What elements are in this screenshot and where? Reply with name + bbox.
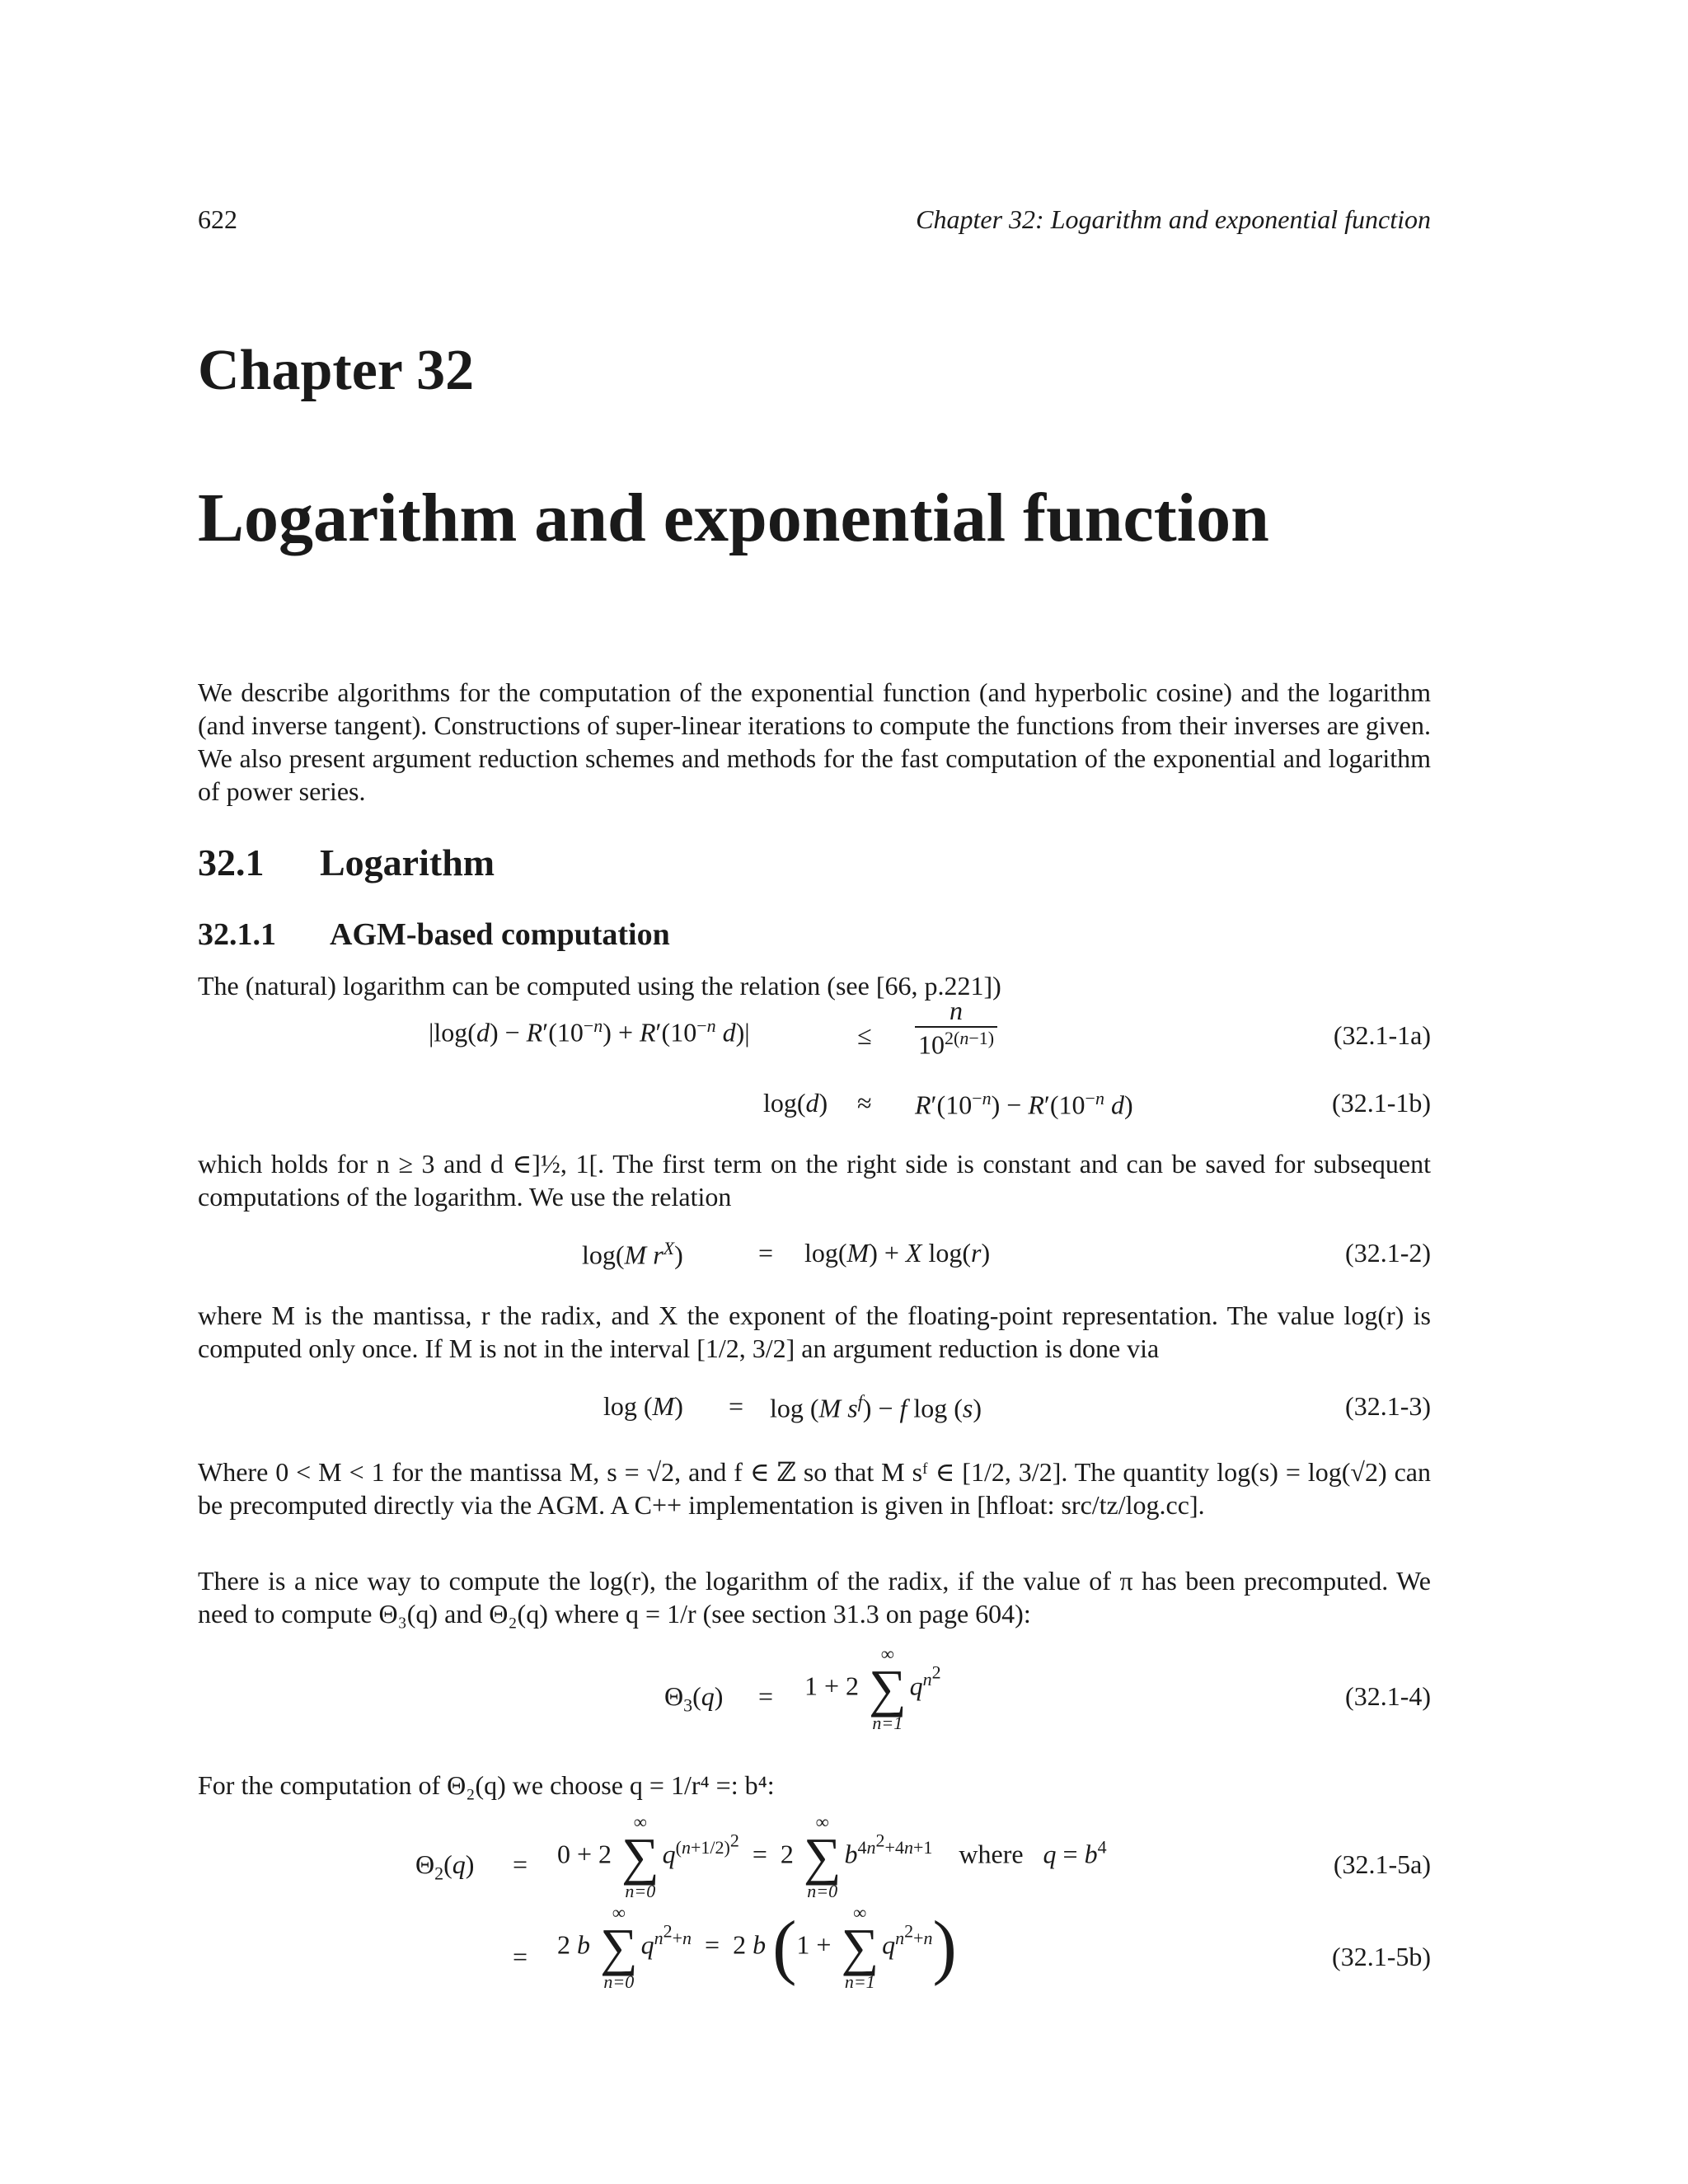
section-number: 32.1 bbox=[198, 841, 265, 883]
equation-5b-relation: = bbox=[513, 1942, 528, 1971]
equation-1b-rhs: $R'(10^{-n}) - R'(10^{-n}$ d) bbox=[915, 1088, 1133, 1120]
equation-1a-lhs: $|\log(d) - R'(10^{-n}) + R'(10^{-n}$ d)| bbox=[429, 1015, 750, 1047]
section-title: Logarithm bbox=[320, 841, 495, 883]
equation-5a-relation: = bbox=[513, 1849, 528, 1879]
equation-number-4: (32.1-4) bbox=[1345, 1681, 1431, 1711]
paragraph-1-text: The (natural) logarithm can be computed using the relation (see [66, p.221]) bbox=[198, 971, 1001, 1001]
equation-4-relation: = bbox=[758, 1681, 774, 1711]
intro-paragraph bbox=[198, 676, 1431, 808]
equation-5a-rhs: 0 + 2 ∞ ∑ n=0 $q^{(n+1/2)^2} = 2$ ∞ ∑ n=0 $b^{4n^2+4n+1}$ where $q = b^4$ bbox=[557, 1811, 1107, 1901]
subsection-heading bbox=[198, 916, 670, 953]
equation-number-5a: (32.1-5a) bbox=[1333, 1849, 1431, 1879]
paragraph-5 bbox=[198, 1564, 1431, 1630]
equation-3-lhs: log (M) bbox=[603, 1391, 683, 1421]
equation-number-3: (32.1-3) bbox=[1345, 1391, 1431, 1421]
equation-number-1b: (32.1-1b) bbox=[1332, 1088, 1431, 1118]
equation-5b-rhs: 2 b ∞ ∑ n=0 $q^{n^2+n} = 2$ b (1 + ∞ ∑ n=1 $q^{n^2+n}$) bbox=[557, 1902, 957, 1992]
equation-5a-lhs: $\Theta_2(q)$ bbox=[415, 1849, 475, 1884]
paragraph-2 bbox=[198, 1147, 1431, 1213]
equation-4-rhs: 1 + 2 ∞ ∑ n=1 $q^{n^2}$ bbox=[804, 1643, 941, 1733]
equation-number-5b: (32.1-5b) bbox=[1332, 1942, 1431, 1971]
where-word: where bbox=[959, 1839, 1024, 1869]
paragraph-2-text: which holds for n ≥ 3 and d ∈]½, 1[. The first term on the right side is constant and can be saved for subsequent computations of the logarithm. We use the relation bbox=[198, 1149, 1431, 1212]
equation-1b-relation: ≈ bbox=[857, 1088, 872, 1118]
equation-2-relation: = bbox=[758, 1238, 774, 1268]
paragraph-3-text: where M is the mantissa, r the radix, and X the exponent of the floating-point representation. The value log(r) is computed only once. If M is not in the interval [1/2, 3/2] an argument reduction is done via bbox=[198, 1301, 1431, 1363]
chapter-title: Logarithm and exponential function bbox=[198, 480, 1269, 556]
equation-3-relation: = bbox=[729, 1391, 744, 1421]
paragraph-4 bbox=[198, 1455, 1431, 1521]
section-heading bbox=[198, 841, 495, 884]
page-number: 622 bbox=[198, 204, 237, 234]
intro-text: We describe algorithms for the computation of the exponential function (and hyperbolic cosine) and the logarithm (and inverse tangent). Constructions of super-linear iterations to compute the functions from their inverses are given. We also present argument reduction schemes and methods for the fast computation of the exponential and logarithm of power series. bbox=[198, 677, 1431, 806]
chapter-label: Chapter 32 bbox=[198, 339, 475, 402]
equation-1a-relation: ≤ bbox=[857, 1020, 872, 1050]
paragraph-6-text: For the computation of Θ₂(q) we choose q = 1/r⁴ =: b⁴: bbox=[198, 1770, 775, 1800]
equation-number-2: (32.1-2) bbox=[1345, 1238, 1431, 1268]
paragraph-1 bbox=[198, 969, 1431, 1002]
equation-3-rhs: log (M $s^f) - f$ log (s) bbox=[770, 1391, 982, 1423]
equation-2-rhs: log(M) + X log(r) bbox=[804, 1238, 991, 1268]
subsection-number: 32.1.1 bbox=[198, 917, 276, 952]
paragraph-3 bbox=[198, 1299, 1431, 1365]
equation-1b-lhs: log(d) bbox=[763, 1088, 828, 1118]
equation-number-1a: (32.1-1a) bbox=[1333, 1020, 1431, 1050]
equation-2-lhs: log(M $r^X$) bbox=[582, 1238, 683, 1270]
equation-1a-rhs: $\frac{n}{10^{2(n-1)}}$ bbox=[915, 996, 997, 1061]
running-title: Chapter 32: Logarithm and exponential function bbox=[916, 204, 1431, 234]
paragraph-5-text: There is a nice way to compute the log(r), the logarithm of the radix, if the value of π has been precomputed. We need to compute Θ₃(q) and Θ₂(q) where q = 1/r (see section 31.3 on page 604): bbox=[198, 1566, 1431, 1629]
paragraph-4-text: Where 0 < M < 1 for the mantissa M, s = √2, and f ∈ ℤ so that M sᶠ ∈ [1/2, 3/2]. The quantity log(s) = log(√2) can be precomputed directly via the AGM. A C++ implementation is given in [hfloat: src/tz/log.cc]. bbox=[198, 1457, 1431, 1520]
paragraph-6 bbox=[198, 1769, 1431, 1802]
subsection-title: AGM-based computation bbox=[330, 917, 670, 952]
equation-4-lhs: $\Theta_3(q)$ bbox=[664, 1681, 724, 1716]
